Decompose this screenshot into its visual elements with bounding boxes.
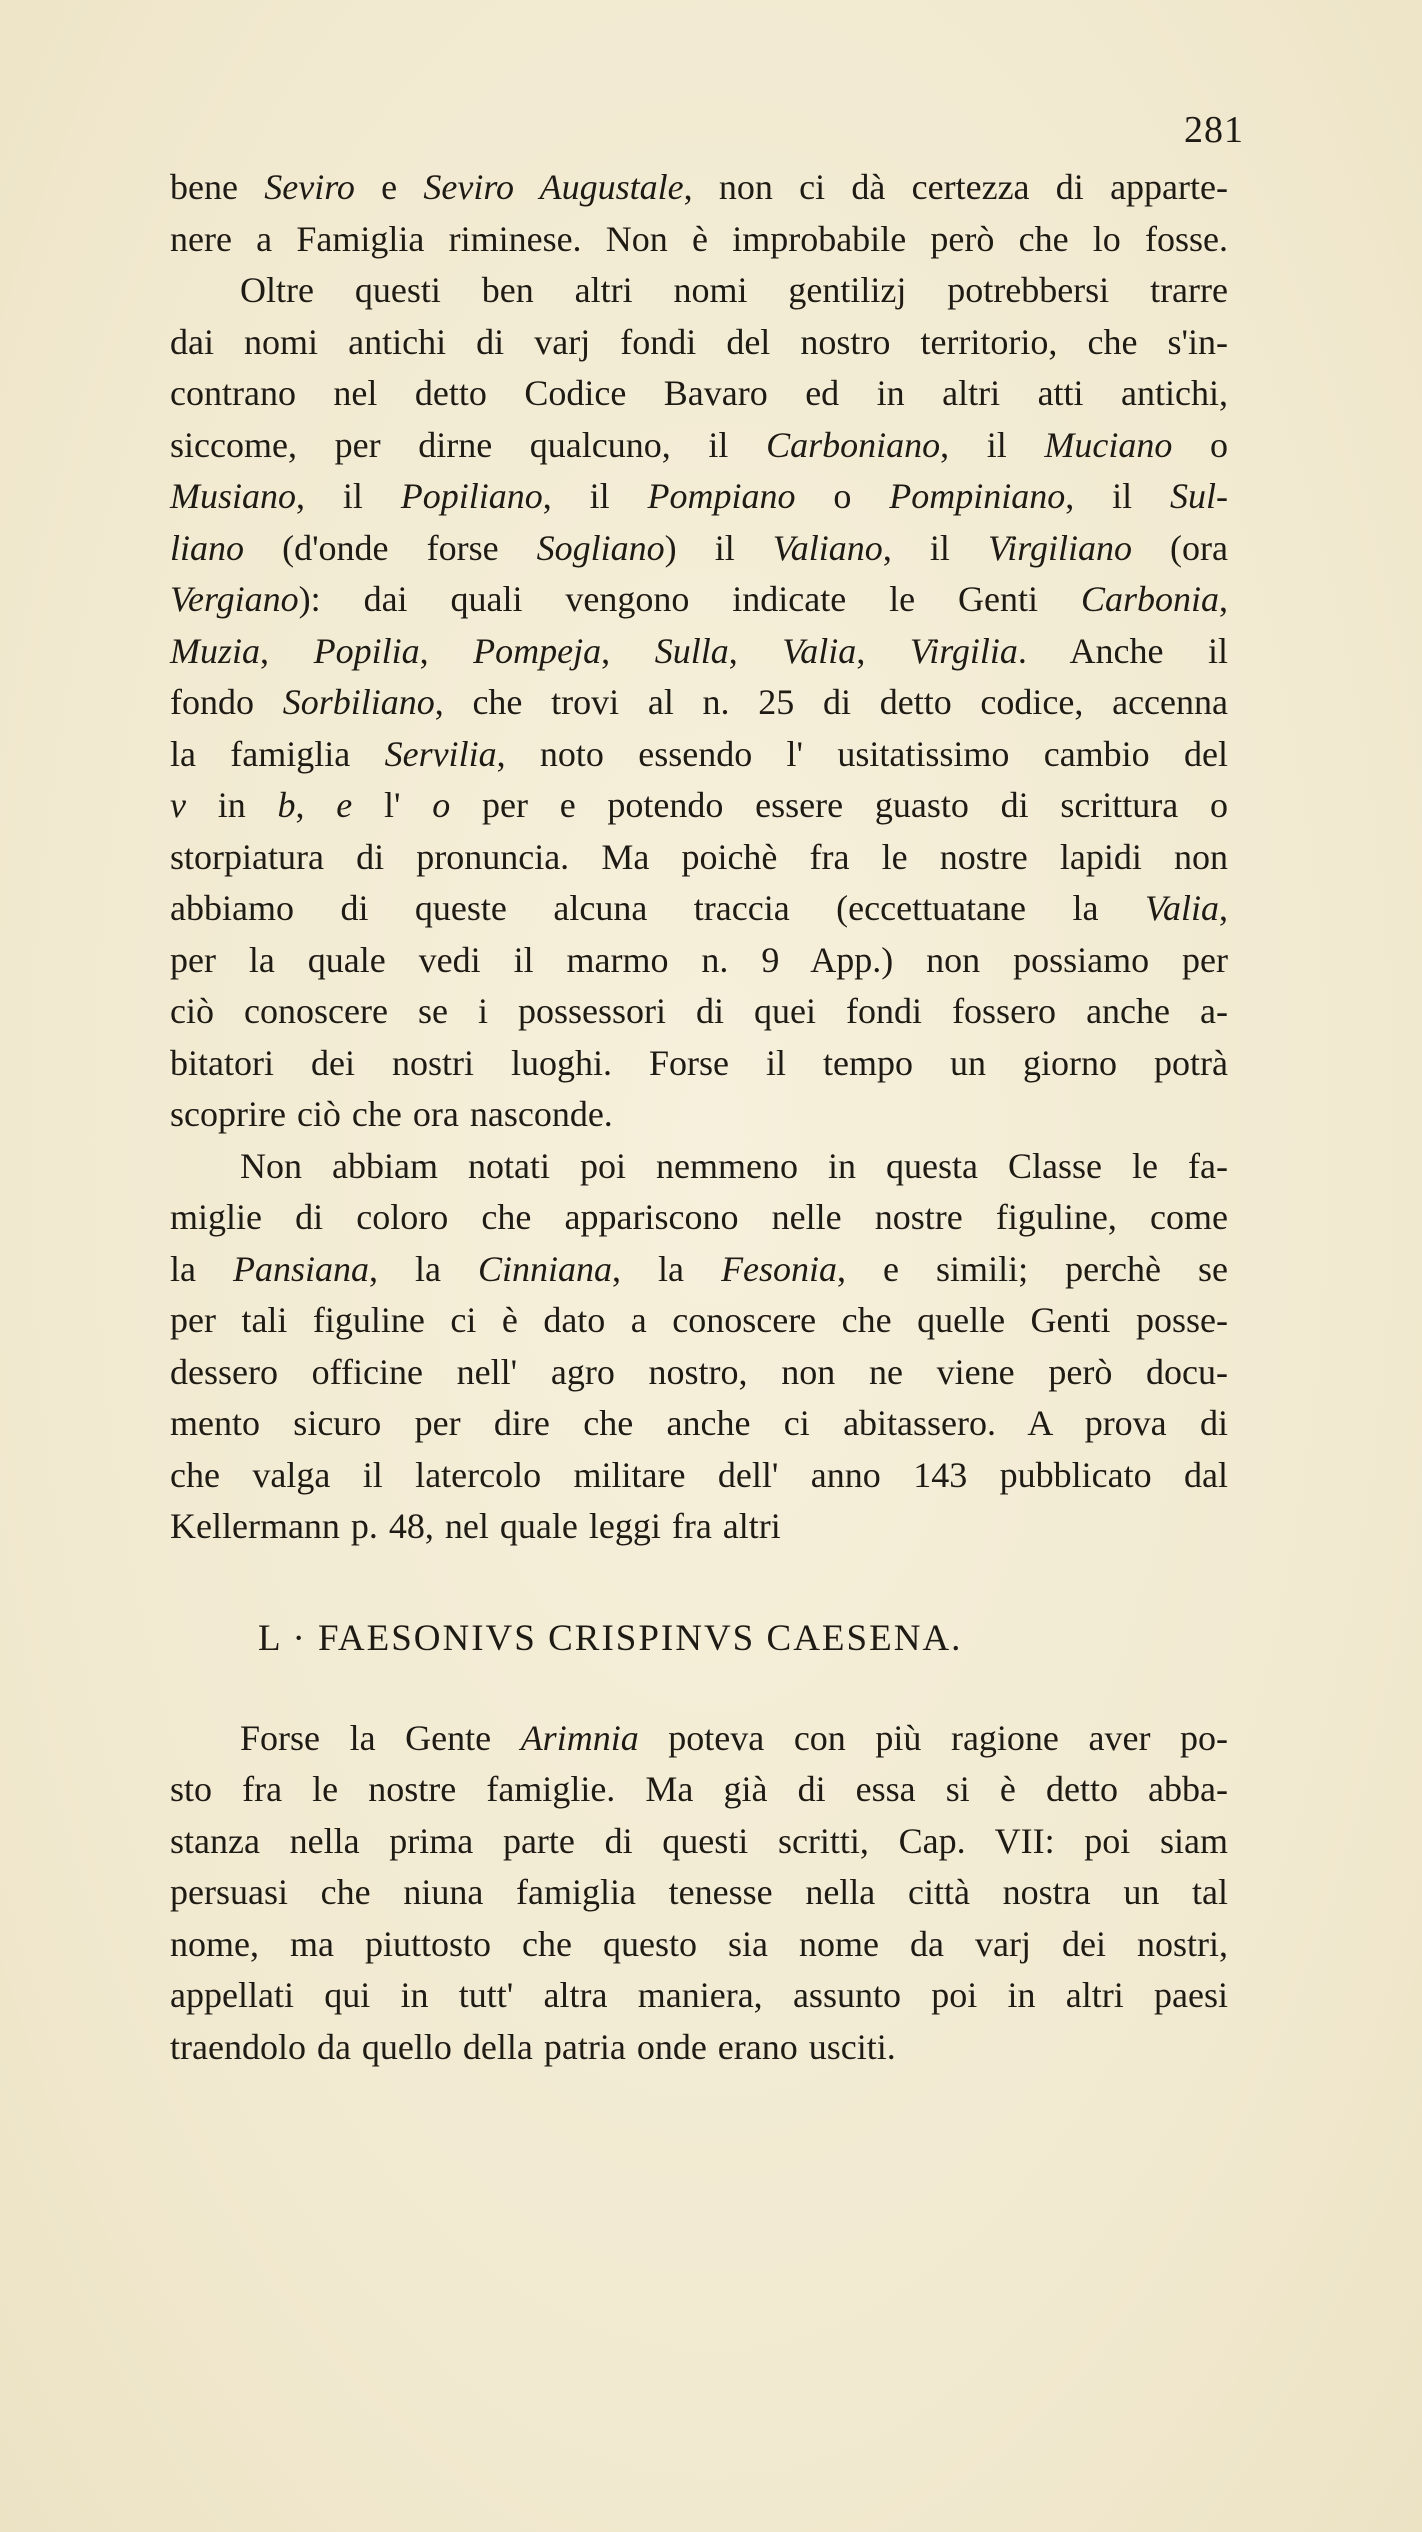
italic-term: b: [277, 785, 296, 825]
text-line: dai nomi antichi di varj fondi del nostro territorio, che s'in-: [170, 321, 1228, 362]
italic-term: o: [432, 785, 451, 825]
italic-term: liano: [170, 527, 245, 568]
text-line: la Pansiana, la Cinniana, la Fesonia, e simili; perchè se: [170, 1248, 1229, 1289]
text-line: fondo Sorbiliano, che trovi al n. 25 di detto codice, accenna: [170, 682, 1228, 722]
text-line: sto fra le nostre famiglie. Ma già di essa si è detto abba-: [170, 1769, 1228, 1809]
italic-term: Virgilia: [909, 630, 1018, 671]
italic-term: Cinniana: [478, 1248, 613, 1289]
body-text: [170, 162, 1228, 2073]
text-line: che valga il latercolo militare dell' anno 143 pubblicato dal: [170, 1454, 1228, 1495]
text-line: traendolo da quello della patria onde erano usciti.: [170, 2026, 896, 2067]
italic-term: Popilia: [313, 630, 420, 671]
italic-term: Popiliano: [400, 476, 543, 516]
italic-term: Pansiana: [233, 1248, 370, 1289]
italic-term: Pompiniano: [889, 476, 1066, 516]
italic-term: Muciano: [1044, 424, 1173, 465]
italic-term: Vergiano: [170, 579, 299, 619]
page-number: 281: [1184, 109, 1244, 151]
italic-term: Valia: [782, 630, 857, 671]
text-line: nome, ma piuttosto che questo sia nome da varj dei nostri,: [170, 1923, 1228, 1964]
italic-term: Sorbiliano: [282, 682, 435, 722]
text-line: liano (d'onde forse Sogliano) il Valiano, il Virgiliano (ora: [170, 527, 1228, 568]
text-line: Oltre questi ben altri nomi gentilizj potrebbersi trarre: [240, 270, 1228, 310]
italic-term: e: [336, 785, 353, 825]
text-line: scoprire ciò che ora nasconde.: [170, 1094, 613, 1134]
italic-term: Sulla: [654, 630, 729, 671]
text-line: dessero officine nell' agro nostro, non ne viene però docu-: [170, 1351, 1228, 1392]
text-line: Non abbiam notati poi nemmeno in questa Classe le fa-: [240, 1145, 1228, 1186]
text-line: la famiglia Servilia, noto essendo l' usitatissimo cambio del: [170, 733, 1228, 774]
italic-term: Virgiliano: [987, 527, 1132, 568]
text-line: ciò conoscere se i possessori di quei fondi fossero anche a-: [170, 991, 1228, 1031]
text-line: per tali figuline ci è dato a conoscere che quelle Genti posse-: [170, 1300, 1228, 1340]
italic-term: Pompeja: [473, 630, 602, 671]
italic-term: Valia: [1144, 888, 1219, 928]
text-line: miglie di coloro che appariscono nelle nostre figuline, come: [170, 1197, 1228, 1237]
text-line: Kellermann p. 48, nel quale leggi fra altri: [170, 1506, 781, 1546]
text-line: abbiamo di queste alcuna traccia (eccettuatane la Valia,: [170, 888, 1228, 928]
text-line: Forse la Gente Arimnia poteva con più ragione aver po-: [240, 1717, 1229, 1758]
text-line: per la quale vedi il marmo n. 9 App.) non possiamo per: [170, 939, 1228, 980]
text-line: storpiatura di pronuncia. Ma poichè fra le nostre lapidi non: [170, 836, 1228, 877]
italic-term: Valiano: [772, 527, 883, 568]
italic-term: Arimnia: [520, 1717, 639, 1758]
text-line: siccome, per dirne qualcuno, il Carboniano, il Muciano o: [170, 424, 1228, 465]
text-line: bitatori dei nostri luoghi. Forse il tempo un giorno potrà: [170, 1042, 1228, 1083]
inscription-line: L · FAESONIVS CRISPINVS CAESENA.: [258, 1617, 963, 1659]
text-line: Muzia, Popilia, Pompeja, Sulla, Valia, Virgilia. Anche il: [170, 630, 1229, 671]
text-line: mento sicuro per dire che anche ci abitassero. A prova di: [170, 1403, 1228, 1443]
text-line: stanza nella prima parte di questi scritti, Cap. VII: poi siam: [170, 1820, 1228, 1861]
italic-term: Carboniano: [766, 424, 941, 465]
italic-term: v: [170, 785, 186, 825]
text-line: appellati qui in tutt' altra maniera, assunto poi in altri paesi: [170, 1975, 1228, 2015]
text-line: Vergiano): dai quali vengono indicate le Genti Carbonia,: [170, 579, 1228, 619]
italic-term: Muzia: [170, 630, 260, 671]
italic-term: Sogliano: [536, 527, 665, 568]
italic-term: Sul-: [1170, 476, 1228, 516]
italic-term: Servilia: [384, 733, 497, 774]
text-line: contrano nel detto Codice Bavaro ed in altri atti antichi,: [170, 373, 1228, 413]
text-line: Musiano, il Popiliano, il Pompiano o Pompiniano, il Sul-: [170, 476, 1228, 516]
italic-term: Musiano: [170, 476, 296, 516]
text-line: persuasi che niuna famiglia tenesse nella città nostra un tal: [170, 1872, 1228, 1912]
italic-term: Fesonia: [721, 1248, 838, 1289]
italic-term: Seviro: [264, 167, 355, 207]
italic-term: Seviro Augustale: [423, 167, 684, 207]
text-line: bene Seviro e Seviro Augustale, non ci dà certezza di apparte-: [170, 167, 1228, 207]
text-line: v in b, e l' o per e potendo essere guasto di scrittura o: [170, 785, 1229, 825]
italic-term: Pompiano: [647, 476, 796, 516]
italic-term: Carbonia: [1080, 579, 1219, 619]
text-line: nere a Famiglia riminese. Non è improbabile però che lo fosse.: [170, 218, 1228, 259]
